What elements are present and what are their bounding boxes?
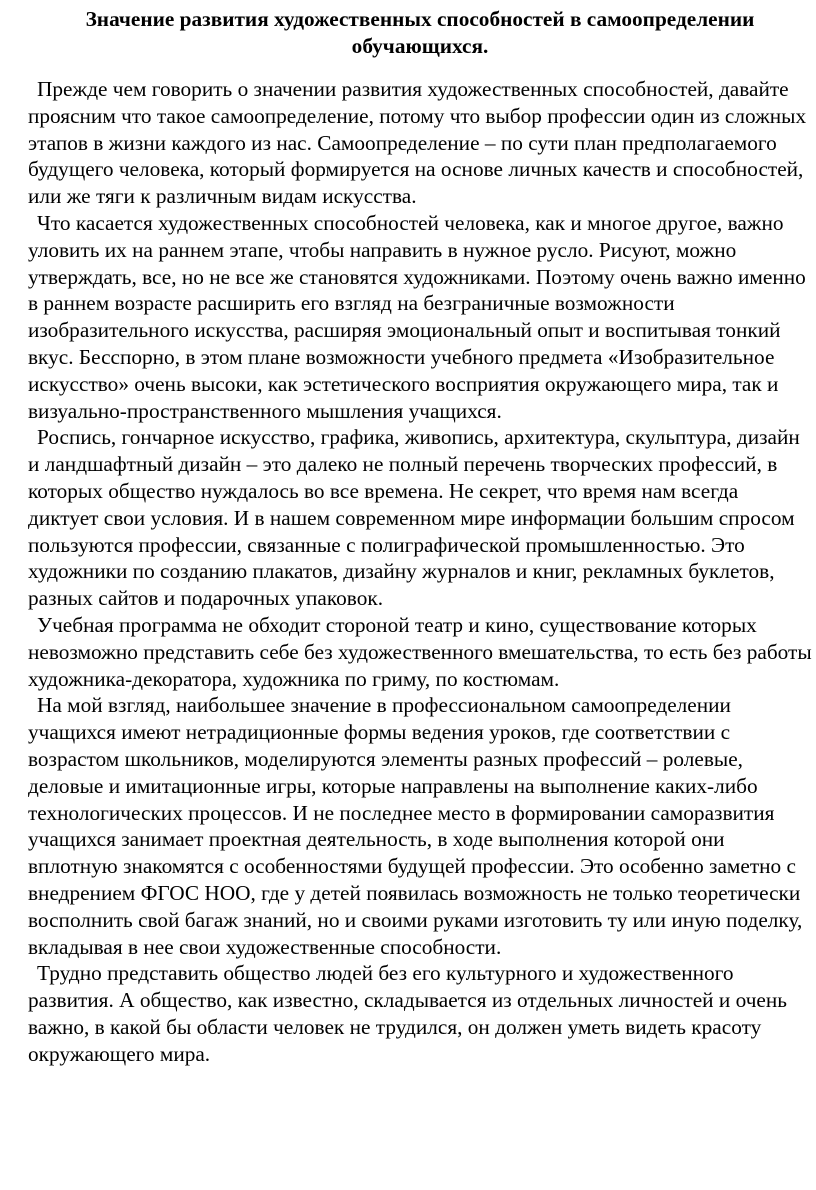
title-block (28, 6, 812, 60)
document-title: Значение развития художественных способностей в самоопределении обучающихся. (85, 7, 755, 58)
paragraph-intro: Прежде чем говорить о значении развития художественных способностей, давайте проясним что такое самоопределение, потому что выбор профессии один из сложных этапов в жизни каждого из нас. Самоопределение – по сути план предполагаемого будущего человека, который формируется на основе личных качеств и способностей, или же тяги к различным видам искусства. (28, 77, 807, 209)
paragraph-theatre-cinema: Учебная программа не обходит стороной театр и кино, существование которых невозможно представить себе без художественного вмешательства, то есть без работы художника-декоратора, художника по гриму, по костюмам. (28, 612, 812, 691)
paragraph-conclusion: Трудно представить общество людей без его культурного и художественного развития. А общество, как известно, складывается из отдельных личностей и очень важно, в какой бы области человек не трудился, он должен уметь видеть красоту окружающего мира. (28, 961, 787, 1066)
paragraph-lesson-forms: На мой взгляд, наибольшее значение в профессиональном самоопределении учащихся имеют нетрадиционные формы ведения уроков, где соответствии с возрастом школьников, моделируются элементы разных профессий – ролевые, деловые и имитационные игры, которые направлены на выполнение каких-либо технологических процессов. И не последнее место в формировании саморазвития учащихся занимает проектная деятельность, в ходе выполнения которой они вплотную знакомятся с особенностями будущей профессии. Это особенно заметно с внедрением ФГОС НОО, где у детей появилась возможность не только теоретически восполнить свой багаж знаний, но и своими руками изготовить ту или иную поделку, вкладывая в нее свои художественные способности. (28, 693, 803, 959)
paragraph-artistic-abilities: Что касается художественных способностей человека, как и многое другое, важно уловить их на раннем этапе, чтобы направить в нужное русло. Рисуют, можно утверждать, все, но не все же становятся художниками. Поэтому очень важно именно в раннем возрасте расширить его взгляд на безграничные возможности изобразительного искусства, расширяя эмоциональный опыт и воспитывая тонкий вкус. Бесспорно, в этом плане возможности учебного предмета «Изобразительное искусство» очень высоки, как эстетического восприятия окружающего мира, так и визуально-пространственного мышления учащихся. (28, 210, 806, 423)
document-page (28, 6, 812, 1067)
paragraph-creative-professions: Роспись, гончарное искусство, графика, живопись, архитектура, скульптура, дизайн и ландшафтный дизайн – это далеко не полный перечень творческих профессий, в которых общество нуждалось во все времена. Не секрет, что время нам всегда диктует свои условия. И в нашем современном мире информации большим спросом пользуются профессии, связанные с полиграфической промышленностью. Это художники по созданию плакатов, дизайну журналов и книг, рекламных буклетов, разных сайтов и подарочных упаковок. (28, 425, 800, 611)
